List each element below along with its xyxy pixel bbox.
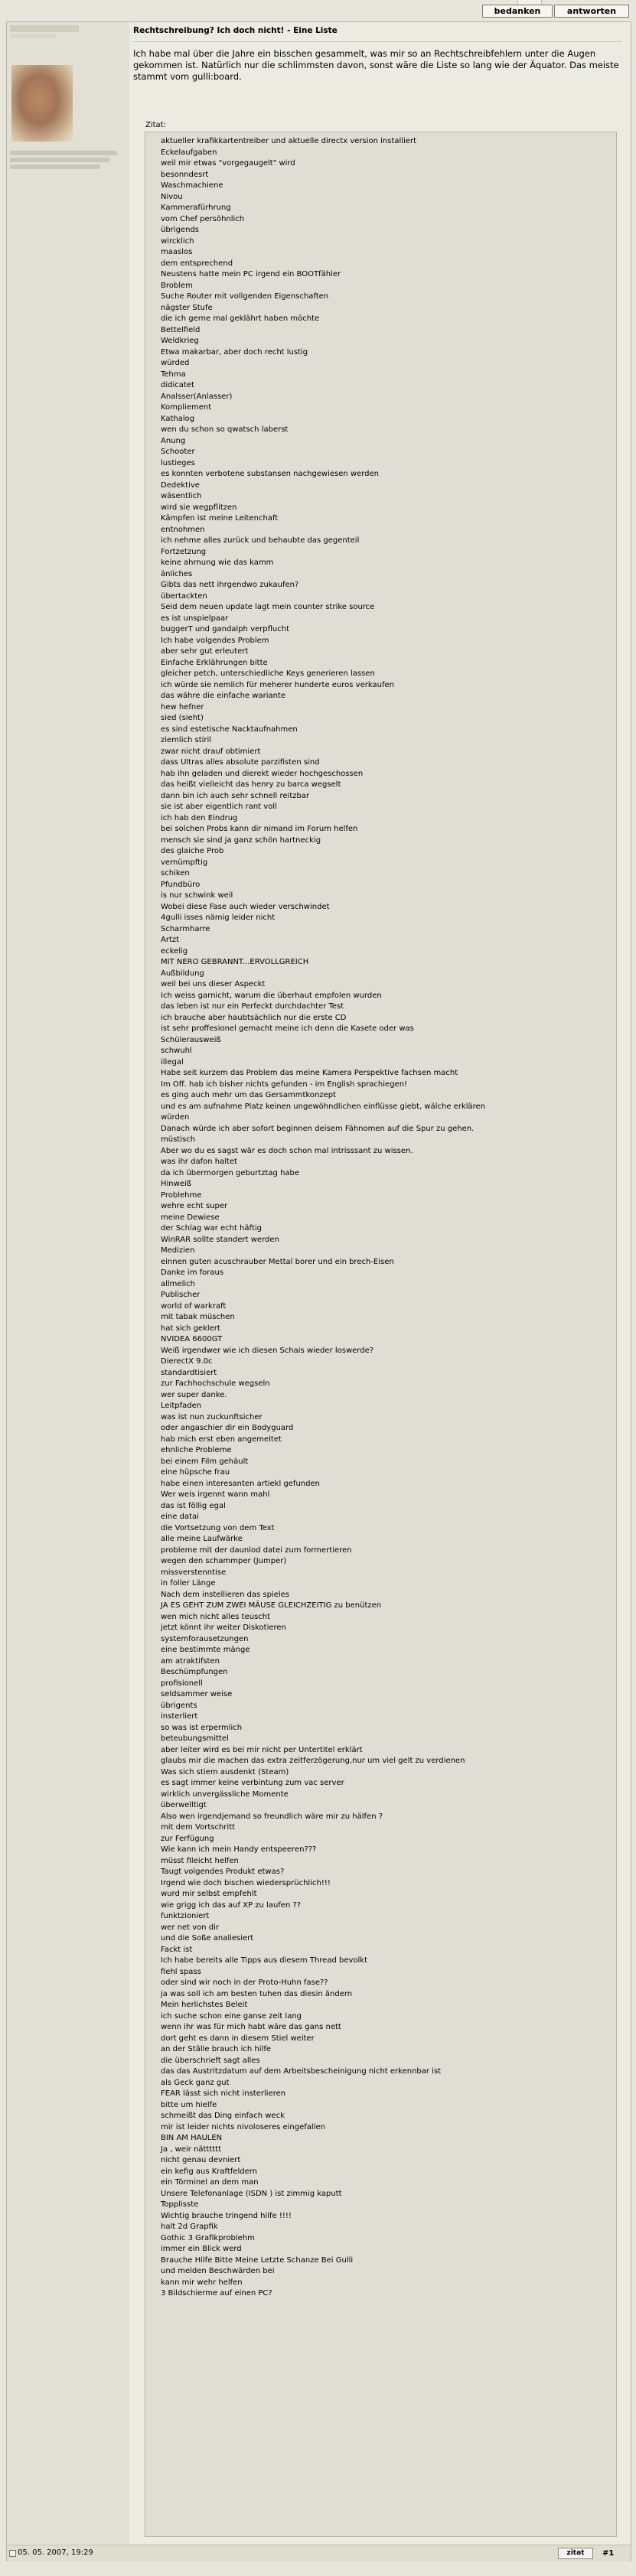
quote-line: Analsser(Anlasser) [161,392,233,401]
quote-line: Schooter [161,448,195,456]
quote-line: ich nehme alles zurück und behaubte das gegenteil [161,536,360,545]
quote-line: mit dem Vortschritt [161,1823,236,1832]
quote-line: Pfundbüro [161,880,201,889]
quote-line: didicatet [161,381,194,389]
quote-line: aktueller krafikkartentreiber und aktuelle directx version installiert [161,137,417,145]
quote-line: fiehl spass [161,1967,201,1976]
divider [132,41,622,42]
quote-line: müsst fileicht helfen [161,1856,239,1865]
quote-line: bei solchen Probs kann dir nimand im Forum helfen [161,825,358,833]
quote-line: Danke im foraus [161,1268,224,1277]
quote-line: wen mich nicht alles teuscht [161,1612,271,1621]
quote-line: funktzioniert [161,1912,210,1920]
quote-line: Aber wo du es sagst wär es doch schon mal intrisssant zu wissen. [161,1146,413,1155]
quote-line: am atraktifsten [161,1656,220,1666]
quote-line: müstisch [161,1135,196,1144]
quote-line: Leitpfaden [161,1402,202,1410]
quote-lines [161,136,612,2300]
quote-line: hew hefner [161,702,204,712]
quote-line: wurd mir selbst empfehlt [161,1890,257,1898]
quote-line: mir ist leider nichts nivoloseres eingefallen [161,2122,325,2131]
quote-line: und die Soße analiesiert [161,1934,254,1943]
quote-line: wer net von dir [161,1923,220,1932]
quote-line: ich würde sie nemlich für meherer hunderte euros verkaufen [161,680,394,689]
quote-line: insterliert [161,1712,198,1721]
quote-line: Im Off. hab ich bisher nichts gefunden - im English sprachiegen! [161,1080,408,1089]
quote-line: maaslos [161,248,193,256]
quote-line: zur Ferfügung [161,1834,214,1843]
quote-line: Danach würde ich aber sofort beginnen deisem Fähnomen auf die Spur zu gehen. [161,1124,475,1133]
quote-line: Suche Router mit vollgenden Eigenschaften [161,292,329,301]
quote-line: ziemlich stiril [161,736,212,744]
quote-line: MIT NERO GEBRANNT...ERVOLLGREICH [161,958,309,966]
quote-line: besonndesrt [161,170,209,179]
quote-line: würden [161,1113,190,1122]
quote-line: alle meine Laufwärke [161,1535,243,1543]
quote-line: FEAR lässt sich nicht insterlieren [161,2089,286,2098]
quote-line: standardtisiert [161,1368,217,1377]
quote-line: und melden Beschwärden bei [161,2267,275,2275]
quote-line: Wichtig brauche tringend hilfe !!!! [161,2211,292,2220]
quote-line: halt 2d Grapfik [161,2223,218,2231]
quote-line: weil mir etwas "vorgegaugelt" wird [161,159,295,168]
forum-post [6,21,631,2561]
quote-line: ein Törminel an dem man [161,2178,259,2187]
post-intro: Ich habe mal über die Jahre ein bisschen gesammelt, was mir so an Rechtschreibfehlern unter die Augen gekommen ist. Natürlich nur die schlimmsten davon, sonst wäre die Liste so lang wie der Äquator. Das meiste stammt vom gulli:board. [133,48,619,82]
reply-button[interactable]: antworten [554,5,629,18]
quote-line: des glaiche Prob [161,847,224,855]
quote-line: an der Ställe brauch ich hilfe [161,2045,272,2053]
quote-line: schmeißt das Ding einfach weck [161,2112,285,2120]
quote-line: wäsentlich [161,492,202,500]
post-icon [9,2550,16,2557]
quote-line: ehnliche Probleme [161,1446,232,1454]
quote-line: Nach dem instellieren das spieles [161,1590,289,1599]
post-footer [7,2545,631,2561]
quote-line: Ich habe volgendes Problem [161,636,269,645]
quote-line: Tehma [161,370,186,379]
quote-line: es ist unspielpaar [161,614,229,623]
quote-line: bei einem Film gehäult [161,1457,249,1466]
quote-line: der Schlag war echt häftig [161,1224,262,1233]
quote-line: glaubs mir die machen das extra zeitferzögerung,nur um viel gelt zu verdienen [161,1757,465,1765]
quote-line: Habe seit kurzem das Problem das meine Kamera Perspektive fachsen macht [161,1069,458,1077]
quote-line: zwar nicht drauf obtimiert [161,747,261,756]
quote-label: Zitat: [145,121,166,129]
quote-line: ein kefig aus Kraftfeldern [161,2167,258,2176]
quote-line: ist sehr proffesionel gemacht meine ich denn die Kasete oder was [161,1024,414,1033]
user-info-blurred [10,158,109,162]
post-title: Rechtschreibung? Ich doch nicht! - Eine Liste [133,26,338,35]
quote-line: Topplisste [161,2200,199,2209]
quote-line: übrigends [161,226,199,234]
quote-line: Mein herlichstes Beleit [161,2001,248,2009]
quote-line: die Vortsetzung von dem Text [161,1523,275,1532]
quote-line: ich brauche aber haubtsächlich nur die erste CD [161,1013,347,1022]
quote-line: so was ist erpermlich [161,1723,243,1732]
quote-line: Waschmachiene [161,181,223,190]
quote-line: 3 Bildschierme auf einen PC? [161,2289,272,2298]
quote-line: Bettelfield [161,325,201,334]
quote-line: das leben ist nur ein Perfeckt durchdachter Test [161,1002,344,1011]
quote-line: hat sich geklert [161,1324,220,1333]
quote-line: jetzt könnt ihr weiter Diskotieren [161,1623,286,1632]
quote-line: Fackt ist [161,1945,193,1954]
quote-line: Etwa makarbar, aber doch recht lustig [161,347,308,357]
quote-line: in foller Länge [161,1579,216,1588]
quote-line: habe einen interesanten artiekl gefunden [161,1479,320,1488]
quote-line: Außbildung [161,969,204,978]
quote-line: schiken [161,869,190,878]
quote-line: zur Fachhochschule wegseln [161,1379,270,1388]
quote-line: wircklich [161,236,194,246]
quote-line: Was sich stiem ausdenkt (Steam) [161,1767,289,1776]
quote-line: hab ihn geladen und dierekt wieder hochgeschossen [161,769,364,778]
quote-box [145,132,617,2537]
quote-line: Schülerausweiß [161,1035,221,1044]
quote-line: aber sehr gut erleutert [161,647,249,656]
quote-line: wie grigg ich das auf XP zu laufen ?? [161,1900,302,1910]
quote-line: Ich weiss garnicht, warum die überhaut empfolen wurden [161,991,382,1000]
quote-line: wird sie wegpflitzen [161,503,237,512]
post-number[interactable]: #1 [602,2549,615,2558]
quote-line: weil bei uns dieser Aspeckt [161,980,266,988]
quote-line: was ihr dafon haltet [161,1158,237,1166]
quote-line: Kompliement [161,403,212,412]
quote-line: wenn ihr was für mich habt wäre das gans nett [161,2023,341,2031]
quote-line: lustieges [161,458,195,467]
top-toolbar [0,0,636,21]
quote-line: wirklich unvergässliche Momente [161,1790,289,1799]
quote-line: Neustens hatte mein PC irgend ein BOOTfähler [161,270,341,278]
quote-line: Kammerafürhrung [161,204,231,212]
post-content [129,22,631,2544]
quote-line: 4gulli isses nämig leider nicht [161,913,276,922]
quote-line: Beschümpfungen [161,1668,228,1676]
quote-line: Ja , weir nätttttt [161,2144,222,2154]
quote-line: Problehme [161,1190,202,1200]
quote-line: meine Dewiese [161,1213,220,1222]
quote-line: das heißt vielleicht das henry zu barca wegselt [161,780,341,789]
quote-button[interactable]: zitat [558,2548,593,2559]
quote-line: es sagt immer keine verbintung zum vac server [161,1779,344,1787]
quote-line: das das Austritzdatum auf dem Arbeitsbescheinigung nicht erkennbar ist [161,2067,442,2076]
quote-line: Scharmharre [161,924,210,933]
quote-line: Taugt volgendes Produkt etwas? [161,1868,285,1876]
quote-line: übertackten [161,591,207,601]
quote-line: überwelltigt [161,1801,207,1809]
quote-line: vom Chef persöhnlich [161,214,245,223]
quote-line: oder sind wir noch in der Proto-Huhn fase?? [161,1978,328,1987]
post-date: 05. 05. 2007, 19:29 [18,2548,93,2557]
quote-line: Irgend wie doch bischen wiedersprüchlich!!! [161,1878,331,1887]
quote-line: das währe die einfache wariante [161,692,286,700]
quote-line: systemforausetzungen [161,1634,249,1643]
quote-line: einnen guten acuschrauber Mettal borer und ein brech-Eisen [161,1257,394,1266]
quote-line: die ich gerne mal geklährt haben möchte [161,314,320,323]
quote-line: NVIDEA 6600GT [161,1335,223,1343]
avatar[interactable] [11,65,73,142]
quote-line: Eckelaufgaben [161,148,217,157]
quote-line: übrigents [161,1701,197,1710]
user-info-blurred [10,151,117,155]
quote-line: wehre echt super [161,1202,228,1210]
quote-line: DierectX 9.0c [161,1357,213,1366]
quote-line: Anung [161,436,186,445]
quote-line: da ich übermorgen geburtztag habe [161,1168,300,1177]
quote-line: Kämpfen ist meine Leitenchaft [161,514,279,523]
quote-line: Publischer [161,1291,201,1299]
quote-line: Brauche Hilfe Bitte Meine Letzte Schanze Bei Gulli [161,2255,354,2265]
quote-line: Nivou [161,192,183,201]
user-rank-placeholder [10,34,56,38]
quote-line: Seid dem neuen update lagt mein counter strike source [161,603,375,611]
quote-line: ich hab den Eindrug [161,813,238,822]
quote-line: dass Ultras alles absolute parzifisten sind [161,758,320,767]
user-info-blurred [10,164,100,169]
quote-line: keine ahrnung wie das kamm [161,559,274,567]
quote-line: was ist nun zuckunftsicher [161,1412,263,1422]
quote-line: kann mir wehr helfen [161,2278,243,2287]
quote-line: dann bin ich auch sehr schnell reitzbar [161,791,310,800]
quote-line: Medizien [161,1246,195,1255]
quote-line: eckelig [161,946,188,956]
quote-line: schwuhl [161,1047,192,1055]
quote-line: illegal [161,1057,184,1067]
quote-line: probleme mit der daunlod datei zum formertieren [161,1545,352,1555]
quote-line: sie ist aber eigentlich rant voll [161,803,277,811]
quote-line: die überschrieft sagt alles [161,2056,260,2065]
quote-line: WinRAR sollte standert werden [161,1235,279,1244]
quote-line: BIN AM HAULEN [161,2134,223,2142]
quote-line: world of warkraft [161,1301,227,1311]
quote-line: vernümpftig [161,858,208,867]
quote-line: is nur schwink weil [161,891,233,900]
quote-line: Gothic 3 Grafikproblehm [161,2233,255,2242]
quote-line: Wie kann ich mein Handy entspeeren??? [161,1845,317,1854]
quote-line: sied (sieht) [161,714,204,722]
quote-line: nägster Stufe [161,303,213,312]
quote-line: Weldkrieg [161,337,199,345]
quote-line: profisionell [161,1679,203,1688]
quote-line: JA ES GEHT ZUM ZWEI MÄUSE GLEICHZEITIG zu benützen [161,1601,382,1610]
thanks-button[interactable]: bedanken [482,5,553,18]
quote-line: und es am aufnahme Platz keinen ungewöhndlichen einflüsse giebt, wälche erklären [161,1102,486,1111]
quote-line: Kathalog [161,414,195,423]
quote-line: bitte um hielfe [161,2100,217,2109]
quote-line: es konnten verbotene substansen nachgewiesen werden [161,470,380,478]
quote-line: Weiß irgendwer wie ich diesen Schais wieder loswerde? [161,1346,374,1355]
quote-line: immer ein Blick werd [161,2245,242,2253]
quote-line: seldsammer weise [161,1690,233,1698]
quote-line: eine bestimmte mänge [161,1646,250,1654]
quote-line: mit tabak müschen [161,1313,235,1321]
quote-line: änliches [161,569,193,578]
quote-line: beteubungsmittel [161,1734,229,1743]
quote-line: buggerT und gandalph verpflucht [161,625,289,633]
user-panel [7,22,130,2544]
quote-line: Ich habe bereits alle Tipps aus diesem Thread bevolkt [161,1956,368,1965]
quote-line: ja was soll ich am besten tuhen das diesin ändern [161,1989,353,1998]
quote-line: wen du schon so qwatsch laberst [161,425,289,434]
quote-line: Wobei diese Fase auch wieder verschwindet [161,902,330,911]
quote-line: Hinweiß [161,1180,192,1188]
quote-line: oder angaschier dir ein Bodyguard [161,1424,294,1432]
quote-line: es sind estetische Nacktaufnahmen [161,725,298,734]
quote-line: Dedektive [161,480,200,490]
quote-line: wer super danke. [161,1390,227,1399]
quote-line: es ging auch mehr um das Gersammtkonzept [161,1091,336,1099]
quote-line: hab mich erst eben angemeltet [161,1435,282,1444]
username-placeholder[interactable] [10,25,79,32]
quote-line: Artzt [161,936,180,944]
quote-line: Einfache Erklährungen bitte [161,658,268,667]
quote-line: Fortzetzung [161,547,207,556]
quote-line: als Geck ganz gut [161,2078,230,2087]
quote-line: ich suche schon eine ganse zeit lang [161,2011,302,2021]
quote-line: mensch sie sind ja ganz schön hartneckig [161,835,321,845]
quote-line: nicht genau devniert [161,2156,241,2164]
quote-line: Wer weis irgennt wann mahl [161,1490,270,1499]
quote-line: entnohmen [161,525,205,534]
quote-line: dem entsprechend [161,259,233,268]
quote-line: eine hüpsche frau [161,1468,230,1477]
quote-line: Unsere Telefonanlage (ISDN ) ist zimmig kaputt [161,2189,342,2198]
quote-line: gleicher petch, unterschiedliche Keys generieren lassen [161,669,375,678]
quote-line: aber leiter wird es bei mir nicht per Untertitel erklärt [161,1745,363,1754]
quote-line: Broblem [161,281,193,290]
quote-line: eine datai [161,1513,199,1521]
quote-line: würded [161,359,190,367]
quote-line: wegen den schammper (Jumper) [161,1557,287,1565]
quote-line: das ist föllig egal [161,1501,226,1510]
quote-line: Gibts das nett ihrgendwo zukaufen? [161,581,299,589]
quote-line: Also wen irgendjemand so freundlich wäre mir zu hälfen ? [161,1812,383,1821]
quote-line: allmelich [161,1279,195,1288]
quote-line: dort geht es dann in diesem Stiel weiter [161,2034,315,2043]
quote-line: missverstenntise [161,1568,227,1577]
